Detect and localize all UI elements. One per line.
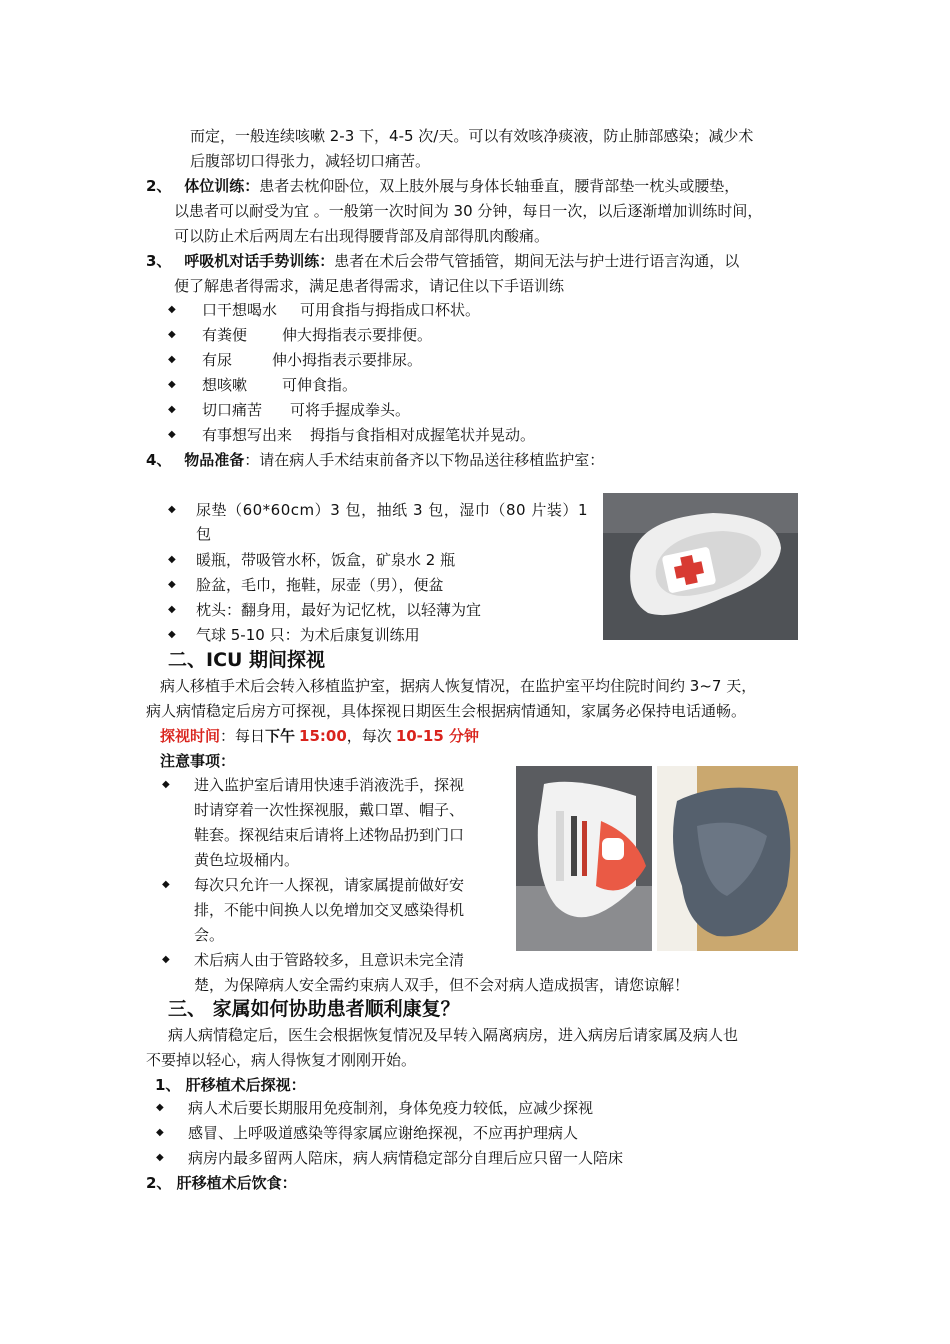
item3-line-2: 便了解患者得需求，满足患者得需求，请记住以下手语训练 bbox=[174, 277, 565, 295]
visitor-gown-photo bbox=[657, 766, 798, 951]
sub2-title: 2、 肝移植术后饮食： bbox=[146, 1174, 297, 1192]
gesture-sign: 可伸食指。 bbox=[282, 376, 358, 394]
diamond-bullet-icon: ◆ bbox=[168, 404, 176, 415]
note-line: 黄色垃圾桶内。 bbox=[194, 851, 300, 869]
item4-text: ：请在病人手术结束前备齐以下物品送往移植监护室： bbox=[244, 451, 605, 469]
diamond-bullet-icon: ◆ bbox=[156, 1127, 164, 1138]
section3-para-2: 不要掉以轻心，病人得恢复才刚刚开始。 bbox=[146, 1051, 417, 1069]
item2-line-3: 可以防止术后两周左右出现得腰背部及肩部得肌肉酸痛。 bbox=[174, 227, 550, 245]
supply-item: 暖瓶，带吸管水杯，饭盒，矿泉水 2 瓶 bbox=[196, 551, 456, 569]
diamond-bullet-icon: ◆ bbox=[168, 304, 176, 315]
gesture-need: 想咳嗽 bbox=[202, 376, 248, 394]
section2-para-1: 病人移植手术后会转入移植监护室，据病人恢复情况，在监护室平均住院时间约 3~7 天， bbox=[160, 677, 757, 695]
gesture-sign: 伸大拇指表示要排便。 bbox=[282, 326, 433, 344]
bedpan-image bbox=[603, 493, 798, 640]
section2-para-2: 病人病情稳定后房方可探视，具体探视日期医生会根据病情通知，家属务必保持电话通畅。 bbox=[146, 702, 747, 720]
section3-para-1: 病人病情稳定后，医生会根据恢复情况及早转入隔离病房，进入病房后请家属及病人也 bbox=[168, 1026, 739, 1044]
note-line: 时请穿着一次性探视服，戴口罩、帽子、 bbox=[194, 801, 465, 819]
note-line: 进入监护室后请用快速手消液洗手，探视 bbox=[194, 776, 465, 794]
visit-time-text: ：每日 bbox=[220, 727, 266, 745]
note-line: 鞋套。探视结束后请将上述物品扔到门口 bbox=[194, 826, 465, 844]
visit-time-pm: 下午 bbox=[265, 727, 296, 745]
sub1-item: 病人术后要长期服用免疫制剂，身体免疫力较低，应减少探视 bbox=[188, 1099, 594, 1117]
note-line: 每次只允许一人探视，请家属提前做好安 bbox=[194, 876, 465, 894]
item2-heading bbox=[146, 174, 739, 198]
item2-line-1: 患者去枕仰卧位，双上肢外展与身体长轴垂直，腰背部垫一枕头或腰垫， bbox=[259, 177, 740, 195]
supply-item: 气球 5-10 只：为术后康复训练用 bbox=[196, 626, 420, 644]
gesture-need: 有尿 bbox=[202, 351, 233, 369]
gesture-need: 有粪便 bbox=[202, 326, 248, 344]
gesture-need: 切口痛苦 bbox=[202, 401, 263, 419]
item4-number: 4、 bbox=[146, 451, 172, 469]
item4-title: 物品准备 bbox=[184, 451, 245, 469]
supply-item: 尿垫（60*60cm）3 包，抽纸 3 包，湿巾（80 片装）1 包 bbox=[196, 501, 588, 543]
intro-line-2: 后腹部切口得张力，减轻切口痛苦。 bbox=[190, 152, 431, 170]
visit-time-line bbox=[160, 724, 479, 748]
diamond-bullet-icon: ◆ bbox=[162, 779, 170, 790]
gesture-sign: 伸小拇指表示要排尿。 bbox=[272, 351, 423, 369]
note-line: 术后病人由于管路较多，且意识未完全清 bbox=[194, 951, 465, 969]
item2-number: 2、 bbox=[146, 177, 172, 195]
item2-title: 体位训练： bbox=[184, 177, 260, 195]
supply-item: 脸盆，毛巾，拖鞋，尿壶（男），便盆 bbox=[196, 576, 444, 594]
item2-line-2: 以患者可以耐受为宜 。一般第一次时间为 30 分钟，每日一次，以后逐渐增加训练时间， bbox=[174, 202, 763, 220]
supply-item: 枕头：翻身用，最好为记忆枕，以轻薄为宜 bbox=[196, 601, 482, 619]
visitor-gown-image bbox=[657, 766, 798, 951]
diamond-bullet-icon: ◆ bbox=[168, 354, 176, 365]
item3-title: 呼吸机对话手势训练： bbox=[184, 252, 335, 270]
item3-number: 3、 bbox=[146, 252, 172, 270]
diamond-bullet-icon: ◆ bbox=[162, 879, 170, 890]
visit-duration: 10-15 分钟 bbox=[395, 727, 480, 745]
diamond-bullet-icon: ◆ bbox=[168, 504, 176, 515]
disinfectant-photo bbox=[516, 766, 652, 951]
gesture-need: 口干想喝水 bbox=[202, 301, 278, 319]
diamond-bullet-icon: ◆ bbox=[168, 579, 176, 590]
item3-line-1: 患者在术后会带气管插管，期间无法与护士进行语言沟通，以 bbox=[334, 252, 740, 270]
note-line: 会。 bbox=[194, 926, 225, 944]
sub1-item: 病房内最多留两人陪床，病人病情稳定部分自理后应只留一人陪床 bbox=[188, 1149, 624, 1167]
sub1-item: 感冒、上呼吸道感染等得家属应谢绝探视，不应再护理病人 bbox=[188, 1124, 579, 1142]
item4-heading bbox=[146, 448, 604, 472]
gesture-need: 有事想写出来 bbox=[202, 426, 293, 444]
note-line: 楚，为保障病人安全需约束病人双手，但不会对病人造成损害，请您谅解！ bbox=[194, 976, 690, 994]
intro-line-1: 而定，一般连续咳嗽 2-3 下，4-5 次/天。可以有效咳净痰液，防止肺部感染；减少术 bbox=[190, 127, 754, 145]
bedpan-photo bbox=[603, 493, 798, 640]
item3-heading bbox=[146, 249, 739, 273]
sub1-title: 1、 肝移植术后探视： bbox=[155, 1076, 306, 1094]
disinfectant-image bbox=[516, 766, 652, 951]
gesture-sign: 可将手握成拳头。 bbox=[290, 401, 411, 419]
diamond-bullet-icon: ◆ bbox=[156, 1102, 164, 1113]
gesture-sign: 可用食指与拇指成口杯状。 bbox=[300, 301, 481, 319]
notes-title: 注意事项： bbox=[160, 752, 236, 770]
diamond-bullet-icon: ◆ bbox=[168, 604, 176, 615]
visit-time-label: 探视时间 bbox=[160, 727, 221, 745]
diamond-bullet-icon: ◆ bbox=[162, 954, 170, 965]
visit-time-each: ，每次 bbox=[346, 727, 392, 745]
note-line: 排，不能中间换人以免增加交叉感染得机 bbox=[194, 901, 465, 919]
diamond-bullet-icon: ◆ bbox=[168, 379, 176, 390]
diamond-bullet-icon: ◆ bbox=[156, 1152, 164, 1163]
diamond-bullet-icon: ◆ bbox=[168, 629, 176, 640]
diamond-bullet-icon: ◆ bbox=[168, 329, 176, 340]
diamond-bullet-icon: ◆ bbox=[168, 554, 176, 565]
visit-time-value: 15:00 bbox=[299, 727, 347, 745]
section2-title: 二、ICU 期间探视 bbox=[168, 649, 326, 671]
section3-title: 三、 家属如何协助患者顺利康复？ bbox=[168, 998, 460, 1020]
gesture-sign: 拇指与食指相对成握笔状并晃动。 bbox=[310, 426, 536, 444]
diamond-bullet-icon: ◆ bbox=[168, 429, 176, 440]
